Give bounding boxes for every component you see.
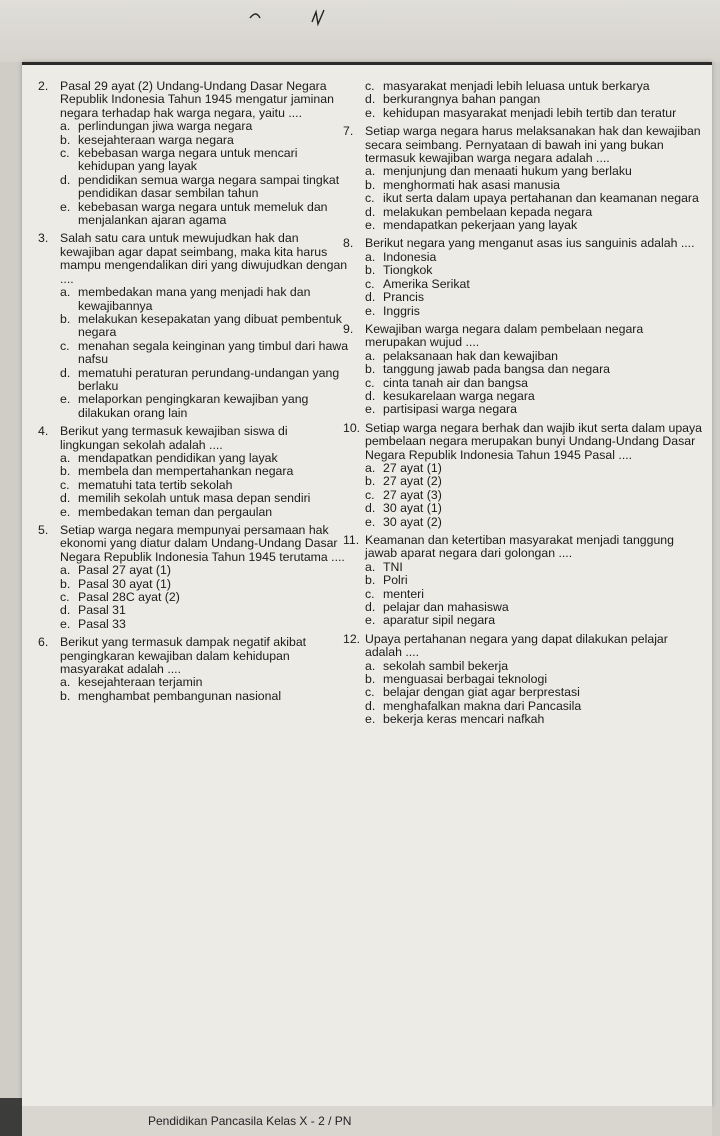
question-stem: Setiap warga negara mempunyai persamaan hak ekonomi yang diatur dalam Undang-Undang Dasar Negara Republik Indonesia Tahun 1945 terutama ....: [60, 523, 345, 564]
option-text: aparatur sipil negara: [383, 613, 496, 628]
option-letter: b.: [60, 132, 71, 147]
option-letter: a.: [365, 348, 376, 363]
option-text: 27 ayat (3): [383, 487, 442, 502]
option-text: Indonesia: [383, 249, 437, 264]
answer-option: [365, 713, 705, 726]
answer-option: [365, 206, 705, 219]
option-letter: a.: [60, 119, 71, 134]
right-column: [343, 79, 705, 732]
option-letter: d.: [365, 698, 376, 713]
answer-option: [60, 591, 350, 604]
question: [38, 523, 350, 631]
option-letter: b.: [60, 464, 71, 479]
option-letter: b.: [60, 576, 71, 591]
option-letter: c.: [60, 590, 70, 605]
footer-text: Pendidikan Pancasila Kelas X - 2 / PN: [148, 1114, 352, 1128]
question-stem: Setiap warga negara harus melaksanakan hak dan kewajiban secara seimbang. Pernyataan di bawah ini yang bukan termasuk kewajiban warga negara adalah ....: [365, 124, 701, 166]
option-letter: e.: [365, 402, 376, 417]
option-letter: d.: [60, 491, 71, 506]
question: [343, 236, 705, 318]
option-text: menguasai berbagai teknologi: [383, 672, 548, 687]
answer-option: [60, 147, 350, 174]
answer-option: [60, 676, 350, 689]
question: [343, 533, 705, 628]
question-stem: Pasal 29 ayat (2) Undang-Undang Dasar Negara Republik Indonesia Tahun 1945 mengatur jaminan negara terhadap hak warga negara, yaitu ....: [60, 79, 334, 120]
option-text: Pasal 33: [78, 616, 126, 631]
option-letter: b.: [60, 688, 71, 703]
answer-option: [365, 377, 705, 390]
option-letter: d.: [60, 603, 71, 618]
question-number: 12.: [343, 631, 361, 646]
option-letter: b.: [365, 263, 376, 278]
option-text: menghafalkan makna dari Pancasila: [383, 698, 582, 713]
option-letter: d.: [365, 501, 376, 516]
option-letter: e.: [365, 712, 376, 727]
answer-option: [365, 516, 705, 529]
option-text: Pasal 31: [78, 603, 126, 618]
option-letter: a.: [60, 450, 71, 465]
answer-option: [60, 201, 350, 228]
option-text: menahan segala keinginan yang timbul dari hawa nafsu: [78, 338, 349, 367]
answer-option: [365, 686, 705, 699]
answer-option: [60, 506, 350, 519]
option-letter: d.: [365, 388, 376, 403]
option-text: Polri: [383, 573, 408, 588]
answer-option: [60, 340, 350, 367]
option-letter: b.: [365, 573, 376, 588]
option-text: menjunjung dan menaati hukum yang berlaku: [383, 164, 632, 179]
option-text: melakukan pembelaan kepada negara: [383, 204, 593, 219]
answer-option: [60, 604, 350, 617]
option-text: Amerika Serikat: [383, 276, 470, 291]
option-text: menghormati hak asasi manusia: [383, 177, 561, 192]
option-letter: b.: [365, 474, 376, 489]
answer-option: [365, 107, 705, 120]
option-letter: d.: [365, 290, 376, 305]
answer-option: [365, 462, 705, 475]
answer-option: [365, 700, 705, 713]
page-edge-shadow: [0, 1098, 22, 1136]
answer-option: [365, 179, 705, 192]
question-stem: Setiap warga negara berhak dan wajib ikut serta dalam upaya pembelaan negara merupakan bunyi Undang-Undang Dasar Negara Republik Indonesia Tahun 1945 Pasal ....: [365, 420, 703, 462]
option-text: mematuhi peraturan perundang-undangan yang berlaku: [78, 365, 340, 393]
answer-option: [365, 305, 705, 318]
option-text: pelaksanaan hak dan kewajiban: [383, 348, 559, 363]
answer-option: [365, 403, 705, 416]
footer-band: [22, 1106, 712, 1136]
question-number: 5.: [38, 523, 49, 537]
answer-option: [365, 219, 705, 232]
top-rule: [22, 62, 712, 65]
option-text: pendidikan semua warga negara sampai tingkat pendidikan dasar sembilan tahun: [78, 172, 340, 201]
question: [343, 124, 705, 233]
option-letter: e.: [60, 616, 71, 631]
option-text: Pasal 30 ayat (1): [78, 576, 171, 591]
option-letter: a.: [365, 249, 376, 264]
question-number: 6.: [38, 635, 49, 650]
option-text: Pasal 28C ayat (2): [78, 590, 180, 605]
option-letter: e.: [365, 105, 376, 120]
question-stem: Keamanan dan ketertiban masyarakat menjadi tanggung jawab aparat negara dari golongan ....: [365, 533, 674, 561]
answer-option: [60, 618, 350, 631]
question-stem: Berikut negara yang menganut asas ius sanguinis adalah ....: [365, 236, 695, 251]
question: [343, 420, 705, 529]
answer-option: [60, 564, 350, 577]
answer-option: [60, 465, 350, 478]
option-text: Inggris: [383, 303, 420, 318]
answer-option: [365, 192, 705, 205]
option-letter: a.: [365, 658, 376, 673]
question: [343, 321, 705, 417]
option-letter: b.: [365, 177, 376, 192]
option-letter: c.: [365, 191, 375, 206]
option-letter: a.: [365, 559, 376, 574]
question-number: 4.: [38, 424, 49, 439]
question-stem: Berikut yang termasuk dampak negatif akibat pengingkaran kewajiban dalam kehidupan masyarakat adalah ....: [60, 635, 307, 677]
option-letter: c.: [365, 276, 375, 291]
question-number: 7.: [343, 124, 354, 139]
question-stem: Berikut yang termasuk kewajiban siswa di lingkungan sekolah adalah ....: [60, 424, 288, 452]
answer-option: [60, 120, 350, 133]
question-stem: Upaya pertahanan negara yang dapat dilakukan pelajar adalah ....: [365, 631, 668, 660]
option-letter: b.: [365, 362, 376, 377]
question: [38, 424, 350, 519]
option-letter: c.: [365, 586, 375, 601]
option-letter: b.: [365, 672, 376, 687]
answer-option: [365, 264, 705, 277]
option-text: Tiongkok: [383, 263, 433, 278]
option-letter: a.: [60, 675, 71, 690]
option-letter: c.: [365, 375, 375, 390]
option-text: kehidupan masyarakat menjadi lebih tertib dan teratur: [383, 105, 677, 120]
answer-option: [365, 489, 705, 502]
answer-option: [365, 251, 705, 264]
option-text: melaporkan pengingkaran kewajiban yang dilakukan orang lain: [78, 392, 309, 420]
option-text: Prancis: [383, 290, 425, 305]
option-text: 30 ayat (1): [383, 501, 442, 516]
option-letter: c.: [60, 477, 70, 492]
option-letter: d.: [60, 365, 71, 380]
answer-option: [365, 601, 705, 614]
option-text: kebebasan warga negara untuk memeluk dan menjalankan ajaran agama: [78, 199, 328, 228]
option-letter: d.: [365, 204, 376, 219]
question-stem: Salah satu cara untuk mewujudkan hak dan kewajiban agar dapat seimbang, maka kita harus mampu mengendalikan diri yang diwujudkan dengan ....: [60, 231, 348, 286]
option-text: 27 ayat (1): [383, 460, 442, 475]
option-letter: a.: [60, 285, 71, 300]
option-letter: c.: [365, 79, 375, 93]
option-letter: e.: [60, 504, 71, 519]
option-letter: c.: [60, 146, 70, 161]
option-letter: c.: [365, 487, 375, 502]
option-text: menteri: [383, 586, 425, 601]
answer-option: [365, 93, 705, 106]
answer-option: [60, 393, 350, 420]
option-text: membela dan mempertahankan negara: [78, 464, 294, 479]
option-text: membedakan teman dan pergaulan: [78, 504, 273, 519]
question-number: 11.: [343, 533, 360, 547]
answer-option: [365, 660, 705, 673]
option-text: tanggung jawab pada bangsa dan negara: [383, 362, 611, 377]
question-number: 9.: [343, 321, 354, 336]
question: [38, 231, 350, 420]
option-text: belajar dengan giat agar berprestasi: [383, 685, 580, 700]
answer-option: [365, 390, 705, 403]
answer-option: [365, 502, 705, 515]
option-text: berkurangnya bahan pangan: [383, 92, 541, 107]
question: [38, 635, 350, 703]
option-letter: d.: [60, 172, 71, 187]
question-number: 3.: [38, 231, 49, 246]
option-text: mendapatkan pendidikan yang layak: [78, 450, 278, 465]
option-text: mematuhi tata tertib sekolah: [78, 477, 233, 492]
answer-option: [60, 134, 350, 147]
question: [38, 79, 350, 228]
option-letter: d.: [365, 92, 376, 107]
option-text: cinta tanah air dan bangsa: [383, 375, 528, 390]
question: [365, 80, 705, 120]
answer-option: [365, 80, 705, 93]
question-stem: Kewajiban warga negara dalam pembelaan negara merupakan wujud ....: [365, 321, 644, 350]
answer-option: [60, 367, 350, 394]
option-letter: a.: [365, 460, 376, 475]
option-letter: d.: [365, 600, 376, 615]
question-number: 2.: [38, 79, 49, 93]
option-text: pelajar dan mahasiswa: [383, 600, 509, 615]
option-letter: e.: [60, 392, 71, 407]
option-text: kesejahteraan terjamin: [78, 675, 203, 690]
option-letter: e.: [365, 514, 376, 529]
answer-option: [365, 561, 705, 574]
answer-option: [60, 690, 350, 703]
option-text: melakukan kesepakatan yang dibuat pembentuk negara: [78, 311, 342, 340]
answer-option: [60, 286, 350, 313]
answer-option: [60, 479, 350, 492]
option-text: menghambat pembangunan nasional: [78, 688, 282, 703]
option-text: Pasal 27 ayat (1): [78, 563, 171, 578]
option-letter: a.: [60, 563, 71, 578]
option-text: ikut serta dalam upaya pertahanan dan keamanan negara: [383, 191, 699, 206]
option-letter: e.: [365, 303, 376, 318]
option-text: membedakan mana yang menjadi hak dan kewajibannya: [78, 285, 311, 313]
option-text: mendapatkan pekerjaan yang layak: [383, 218, 578, 233]
option-text: partisipasi warga negara: [383, 402, 517, 417]
question-number: 8.: [343, 236, 354, 251]
answer-option: [365, 614, 705, 627]
question: [343, 631, 705, 727]
left-column: [38, 79, 350, 708]
option-letter: e.: [60, 199, 71, 214]
option-text: memilih sekolah untuk masa depan sendiri: [78, 491, 311, 506]
answer-option: [365, 574, 705, 587]
option-letter: b.: [60, 311, 71, 326]
option-text: kesejahteraan warga negara: [78, 132, 234, 147]
answer-option: [365, 291, 705, 304]
option-text: bekerja keras mencari nafkah: [383, 712, 545, 727]
option-letter: c.: [60, 338, 70, 353]
option-text: TNI: [383, 559, 403, 574]
option-letter: e.: [365, 613, 376, 628]
option-text: 30 ayat (2): [383, 514, 442, 529]
answer-option: [365, 363, 705, 376]
handwriting-scribble: [0, 0, 720, 40]
question-number: 10.: [343, 420, 361, 435]
option-text: perlindungan jiwa warga negara: [78, 119, 253, 134]
answer-option: [60, 452, 350, 465]
answer-option: [60, 578, 350, 591]
option-text: kesukarelaan warga negara: [383, 388, 535, 403]
answer-option: [60, 174, 350, 201]
option-letter: e.: [365, 218, 376, 233]
answer-option: [60, 313, 350, 340]
answer-option: [365, 350, 705, 363]
option-text: kebebasan warga negara untuk mencari kehidupan yang layak: [78, 146, 298, 174]
option-letter: a.: [365, 164, 376, 179]
answer-option: [365, 673, 705, 686]
answer-option: [365, 278, 705, 291]
answer-option: [365, 165, 705, 178]
answer-option: [60, 492, 350, 505]
answer-option: [365, 588, 705, 601]
option-text: sekolah sambil bekerja: [383, 658, 509, 673]
answer-option: [365, 475, 705, 488]
option-text: 27 ayat (2): [383, 474, 442, 489]
option-letter: c.: [365, 685, 375, 700]
option-text: masyarakat menjadi lebih leluasa untuk berkarya: [383, 79, 650, 93]
